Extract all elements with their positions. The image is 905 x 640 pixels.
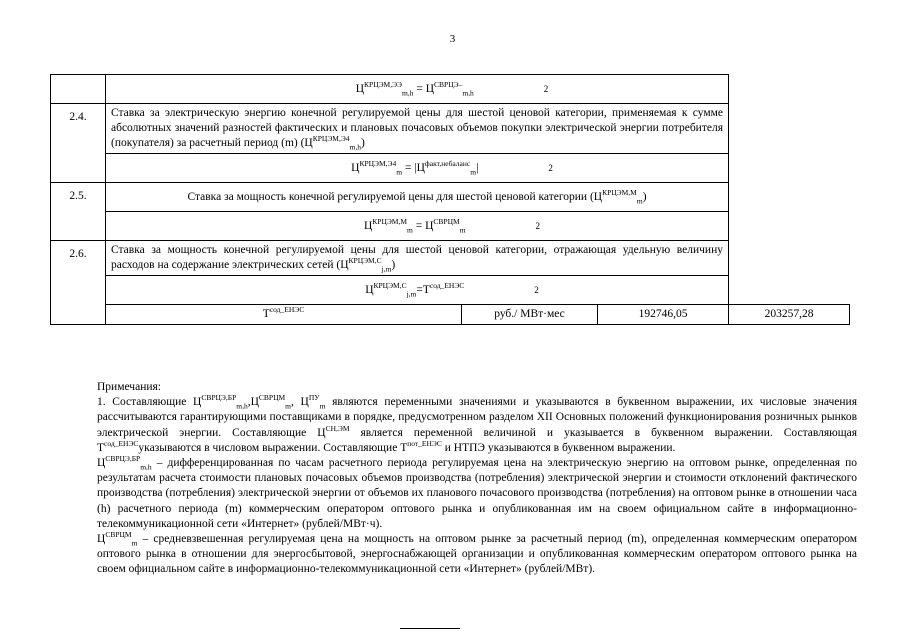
row-description: Ставка за электрическую энергию конечной регулируемой цены для шестой ценовой категории, применяемая к сумме абсолютных значений разностей фактических и плановых почасовых объемов покупки электрической энергии потребителя (покупателя) за расчетный период (m) $(Ц^{КРЦЭМ,Э4}_{m,h})$ bbox=[106, 104, 729, 154]
row-number bbox=[51, 75, 106, 104]
formula-cell: $Ц^{КРЦЭМ,М}_m = Ц^{СВРЦМ}_m$ 2 bbox=[106, 212, 729, 241]
value-unit: руб./ МВт·мес bbox=[462, 305, 598, 325]
table-row bbox=[51, 75, 850, 104]
notes-section bbox=[97, 380, 857, 578]
row-number: 2.6. bbox=[51, 241, 106, 325]
tariff-table bbox=[50, 74, 850, 325]
table-row bbox=[51, 241, 850, 276]
formula-cell: $Ц^{КРЦЭМ,С}_{j,m}=Т^{сод\_ЕНЭС}$ 2 bbox=[106, 276, 729, 305]
note-1: 1. Составляющие $Ц^{СВРЦЭ,БР}_{m,h},Ц^{СВРЦМ}_m$, $Ц^{ПУ}_m$ являются переменными значениями и указываются в буквенном выражении, их числовые значения рассчитываются гарантирующими поставщиками в порядке, предусмотренном разделом XII Основных положений функционирования розничных рынков электрической энергии. Составляющие $Ц^{СН,ЭМ}$ является переменной величиной и указывается в буквенном выражении. Составляющая $Т^{сод\_ЕНЭС}указываются$ в числовом выражении. Составляющие $Т^{пот\_ЕНЭС}$ и НТПЭ указываются в буквенном выражении. bbox=[97, 393, 858, 454]
formula-cell: $Ц^{КРЦЭМ,Э4}_m = |Ц^{факт,небаланс}_m|$ 2 bbox=[106, 154, 729, 183]
notes-title: Примечания: bbox=[97, 381, 161, 393]
note-svrce: $Ц^{СВРЦЭ,БР}_{m,h}$ – дифференцированная по часам расчетного периода регулируемая цена на электрическую энергию на оптовом рынке, определенная по результатам расчета стоимости плановых почасовых объемов производства (потребления) электрической энергии и стоимости отклонений фактического производства (потребления) электрической энергии от объемов их планового почасового производства (потребления) на оптовом рынке в отношении часа (h) расчетного периода (m) коммерческим оператором оптового рынка и опубликованная им на своем официальном сайте в информационно-телекоммуникационной сети «Интернет» (рублей/МВт·ч). bbox=[97, 454, 857, 530]
note-svrcm: $Ц^{СВРЦМ}_m$ – средневзвешенная регулируемая цена на мощность на оптовом рынке за расчетный период (m), определенная коммерческим оператором оптового рынка в отношении для энергосбытовой, энергоснабжающей организации и опубликованная коммерческим оператором оптового рынка на своем официальном сайте в информационно-телекоммуникационной сети «Интернет» (рублей/МВт). bbox=[97, 530, 857, 576]
value-label: $Т^{сод\_ЕНЭС}$ bbox=[106, 305, 462, 325]
table-row bbox=[51, 276, 850, 305]
table-row bbox=[51, 104, 850, 154]
footer-rule bbox=[400, 628, 460, 629]
row-description: Ставка за мощность конечной регулируемой цены для шестой ценовой категории, отражающая удельную величину расходов на содержание электрических сетей $(Ц^{КРЦЭМ,С}_{j,m})$ bbox=[106, 241, 729, 276]
value-2022: 203257,28 bbox=[729, 305, 850, 325]
value-2021: 192746,05 bbox=[598, 305, 729, 325]
row-description: Ставка за мощность конечной регулируемой цены для шестой ценовой категории $(Ц^{КРЦЭМ,М}_m)$ bbox=[106, 183, 729, 212]
page-number: 3 bbox=[449, 33, 456, 45]
row-number: 2.5. bbox=[51, 183, 106, 241]
table-row bbox=[51, 183, 850, 212]
table-row bbox=[51, 212, 850, 241]
formula-cell: $Ц^{КРЦЭМ,ЭЭ}_{m,h} = Ц^{СВРЦЭ-}_{m,h}$ 2 bbox=[106, 75, 729, 104]
row-number: 2.4. bbox=[51, 104, 106, 183]
table-row bbox=[51, 305, 850, 325]
table-row bbox=[51, 154, 850, 183]
